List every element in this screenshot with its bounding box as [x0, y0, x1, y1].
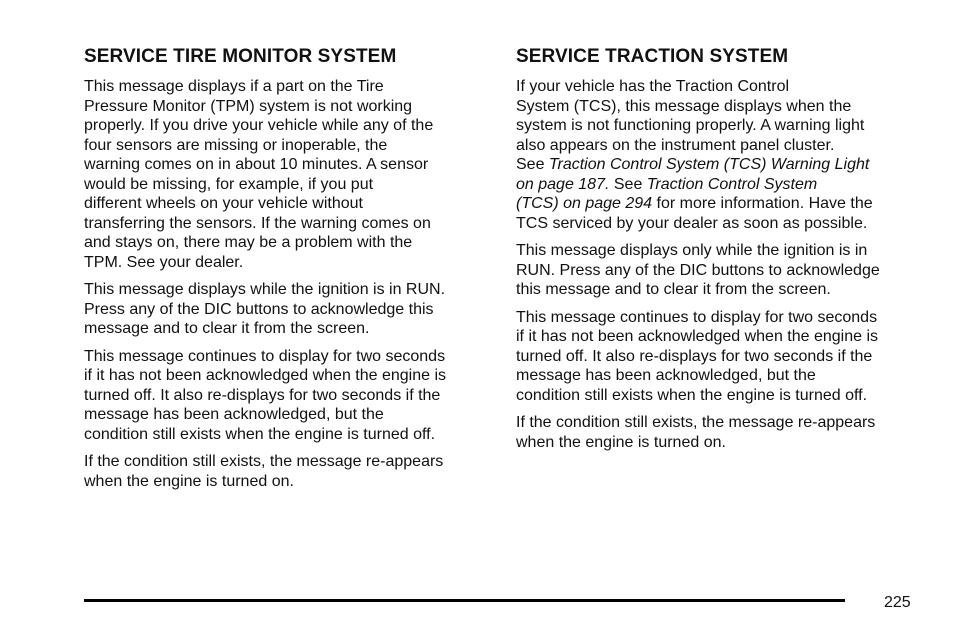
text-line: also appears on the instrument panel cluster. [516, 136, 835, 154]
page-number: 225 [884, 594, 911, 611]
paragraph [516, 308, 920, 406]
text-line: warning comes on in about 10 minutes. A sensor [84, 156, 429, 173]
paragraph [84, 452, 488, 491]
section-heading-service-tire-monitor: SERVICE TIRE MONITOR SYSTEM [84, 46, 397, 67]
text-line: condition still exists when the engine is turned off. [84, 425, 436, 443]
text-line: turned off. It also re-displays for two seconds if the [84, 386, 441, 404]
text-line: Pressure Monitor (TPM) system is not working [84, 97, 413, 115]
cross-reference-page-187: on page 187. [516, 175, 610, 193]
text-line: turned off. It also re-displays for two seconds if the [516, 347, 873, 365]
text-line: different wheels on your vehicle without [84, 195, 363, 212]
text-line [516, 155, 920, 175]
section-heading-service-traction-system: SERVICE TRACTION SYSTEM [516, 46, 789, 67]
text-line: TPM. See your dealer. [84, 253, 244, 271]
right-column [516, 46, 920, 460]
text-fragment: See [516, 156, 549, 173]
text-line: would be missing, for example, if you put [84, 175, 374, 193]
text-fragment: See [609, 175, 647, 193]
text-line: This message displays only while the ignition is in [516, 242, 868, 259]
cross-reference-tcs-warning-light: Traction Control System (TCS) Warning Light [548, 156, 870, 173]
paragraph [516, 241, 920, 300]
text-line: If your vehicle has the Traction Control [516, 78, 790, 95]
text-line [516, 175, 920, 195]
text-line: System (TCS), this message displays when the [516, 97, 852, 115]
text-line: if it has not been acknowledged when the engine is [516, 328, 879, 345]
text-line: when the engine is turned on. [84, 472, 294, 490]
paragraph [84, 280, 488, 339]
text-line: message has been acknowledged, but the [84, 406, 384, 423]
text-line: transferring the sensors. If the warning comes on [84, 214, 431, 232]
paragraph [84, 347, 488, 445]
text-line: properly. If you drive your vehicle while any of the [84, 117, 434, 134]
footer-rule [84, 599, 845, 602]
text-line: message has been acknowledged, but the [516, 367, 816, 384]
text-line: RUN. Press any of the DIC buttons to acknowledge [516, 261, 880, 279]
text-line: if it has not been acknowledged when the engine is [84, 367, 447, 384]
text-line: system is not functioning properly. A warning light [516, 117, 865, 134]
text-line [516, 194, 920, 214]
text-line: this message and to clear it from the screen. [516, 281, 831, 298]
text-line: If the condition still exists, the message re-appears [516, 414, 876, 431]
text-line: condition still exists when the engine is turned off. [516, 386, 868, 404]
text-line: when the engine is turned on. [516, 433, 726, 451]
text-line: This message displays while the ignition is in RUN. [84, 281, 446, 298]
text-line: message and to clear it from the screen. [84, 320, 370, 337]
text-line: This message continues to display for two seconds [84, 347, 446, 365]
text-line: TCS serviced by your dealer as soon as possible. [516, 214, 868, 232]
paragraph [516, 413, 920, 452]
text-line: Press any of the DIC buttons to acknowledge this [84, 300, 434, 318]
left-column [84, 46, 488, 499]
cross-reference-page-294: (TCS) on page 294 [516, 195, 653, 212]
cross-reference-tcs: Traction Control System [646, 175, 818, 193]
text-line: four sensors are missing or inoperable, the [84, 136, 388, 154]
text-line: and stays on, there may be a problem with the [84, 234, 413, 251]
text-line: This message displays if a part on the Tire [84, 78, 384, 95]
text-line: If the condition still exists, the message re-appears [84, 453, 444, 470]
text-fragment: for more information. Have the [652, 195, 873, 212]
paragraph [516, 77, 920, 233]
text-line: This message continues to display for two seconds [516, 308, 878, 326]
paragraph [84, 77, 488, 272]
